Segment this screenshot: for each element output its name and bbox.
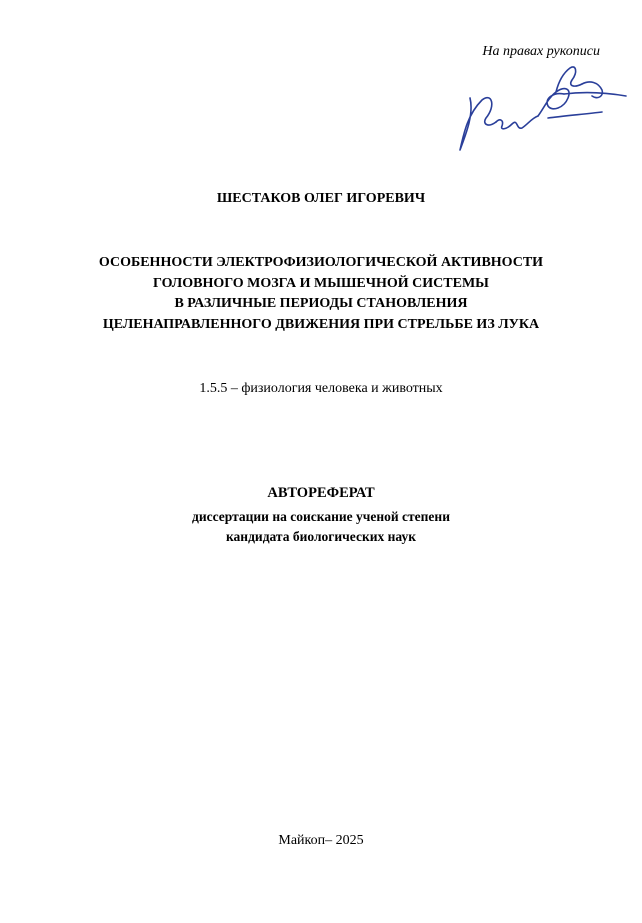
handwritten-signature [452,62,628,158]
manuscript-note: На правах рукописи [482,44,600,59]
degree-line-1: диссертации на соискание ученой степени [192,509,450,524]
title-line-3: В РАЗЛИЧНЫЕ ПЕРИОДЫ СТАНОВЛЕНИЯ [174,296,468,311]
degree-line-2: кандидата биологических наук [225,529,416,544]
degree-description [0,507,642,547]
title-line-1: ОСОБЕННОСТИ ЭЛЕКТРОФИЗИОЛОГИЧЕСКОЙ АКТИВНОСТИ [98,255,544,270]
dissertation-title [0,253,642,335]
abstract-heading: АВТОРЕФЕРАТ [267,485,375,501]
author-name: ШЕСТАКОВ ОЛЕГ ИГОРЕВИЧ [216,191,426,206]
title-line-2: ГОЛОВНОГО МОЗГА И МЫШЕЧНОЙ СИСТЕМЫ [153,275,489,291]
title-line-4: ЦЕЛЕНАПРАВЛЕННОГО ДВИЖЕНИЯ ПРИ СТРЕЛЬБЕ ИЗ ЛУКА [102,316,540,332]
place-and-year: Майкоп– 2025 [278,833,364,848]
specialty-code: 1.5.5 – физиология человека и животных [199,381,443,396]
